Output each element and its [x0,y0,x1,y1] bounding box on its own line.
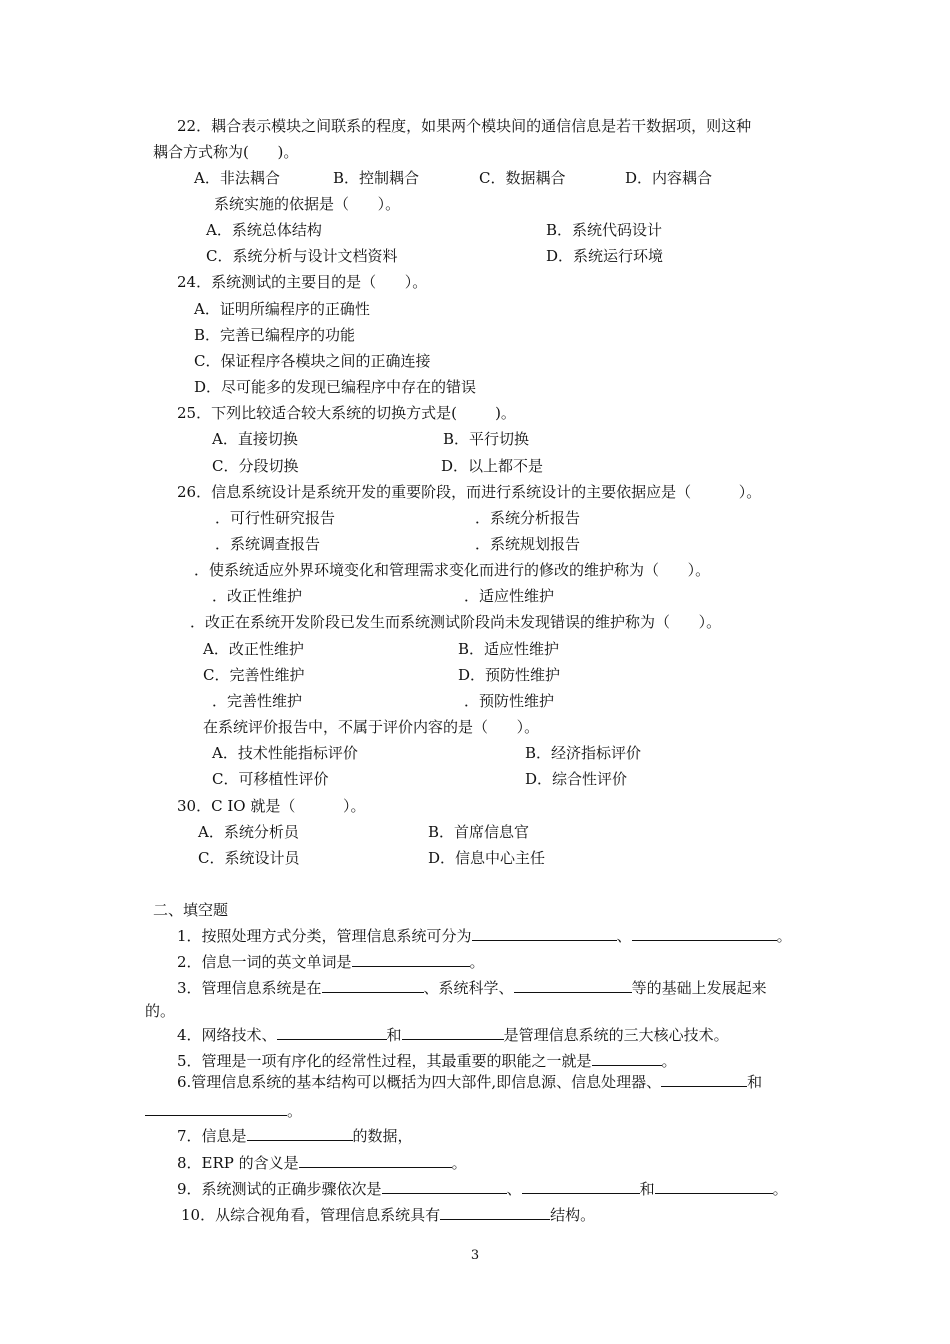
answer-blank [592,1051,662,1066]
q26-option-c: ．系统调查报告 [215,535,321,553]
fill-question-6 [177,1072,762,1092]
fill-9-text: 9．系统测试的正确步骤依次是 [177,1180,382,1198]
fill-7-text-2: 的数据， [352,1127,413,1145]
fill-2-end: 。 [469,953,485,971]
q30-option-d: D．信息中心主任 [428,849,546,867]
fill-6-end: 。 [287,1102,303,1120]
answer-blank [402,1025,504,1040]
fill-3-text: 3．管理信息系统是在 [177,979,322,997]
answer-blank [632,926,777,941]
q30-option-b: B．首席信息官 [428,823,530,841]
q29-option-d: D．综合性评价 [525,770,628,788]
q23-option-a: A．系统总体结构 [206,221,322,239]
q30-stem: 30．C IO 就是（ ）。 [177,797,366,815]
q28-extra-option-1: ．完善性维护 [212,692,303,710]
answer-blank [522,1179,640,1194]
q29-option-c: C．可移植性评价 [212,770,329,788]
q28-option-a: A．改正性维护 [203,640,304,658]
fill-question-7 [177,1126,413,1146]
fill-7-text: 7．信息是 [177,1127,247,1145]
q29-stem: 在系统评价报告中，不属于评价内容的是（ ）。 [203,718,540,736]
answer-blank [299,1153,452,1168]
fill-9-end: 。 [772,1180,788,1198]
q22-option-d: D．内容耦合 [625,169,713,187]
q24-option-a: A．证明所编程序的正确性 [194,300,370,318]
fill-question-8 [177,1153,467,1173]
q26-stem: 26．信息系统设计是系统开发的重要阶段，而进行系统设计的主要依据应是（ ）。 [177,483,762,501]
fill-1-end: 。 [776,927,792,945]
q29-option-a: A．技术性能指标评价 [212,744,358,762]
fill-3-continuation: 的。 [145,1002,176,1020]
answer-blank [352,952,470,967]
fill-question-1 [177,926,792,946]
q28-option-d: D．预防性维护 [458,666,561,684]
fill-6-continuation [145,1101,302,1121]
fill-question-3 [177,978,767,998]
q30-option-a: A．系统分析员 [198,823,299,841]
q25-option-b: B．平行切换 [443,430,530,448]
q27-option-a: ．改正性维护 [212,587,303,605]
fill-8-text: 8．ERP 的含义是 [177,1154,299,1172]
q27-stem: ．使系统适应外界环境变化和管理需求变化而进行的修改的维护称为（ ）。 [194,561,711,579]
fill-2-text: 2．信息一词的英文单词是 [177,953,352,971]
fill-question-4 [177,1025,729,1045]
q30-option-c: C．系统设计员 [198,849,300,867]
q22-stem-line2: 耦合方式称为( )。 [153,143,299,161]
q26-option-d: ．系统规划报告 [475,535,581,553]
q27-option-b: ．适应性维护 [464,587,555,605]
fill-question-10 [181,1205,595,1225]
fill-3-sep: 、系统科学、 [423,979,514,997]
page-number: 3 [470,1248,480,1263]
q23-option-c: C．系统分析与设计文档资料 [206,247,398,265]
fill-4-sep: 和 [386,1026,402,1044]
q25-stem: 25．下列比较适合较大系统的切换方式是( )。 [177,404,516,422]
fill-4-text-2: 是管理信息系统的三大核心技术。 [503,1026,729,1044]
answer-blank [514,978,632,993]
fill-1-text: 1．按照处理方式分类，管理信息系统可分为 [177,927,472,945]
q24-option-b: B．完善已编程序的功能 [194,326,356,344]
q22-option-b: B．控制耦合 [333,169,420,187]
answer-blank [472,926,617,941]
answer-blank [440,1205,550,1220]
fill-9-sep-1: 、 [506,1180,522,1198]
fill-4-text: 4．网络技术、 [177,1026,277,1044]
q24-stem: 24．系统测试的主要目的是（ ）。 [177,273,428,291]
section-heading-fill-in: 二、填空题 [153,901,229,919]
q24-option-d: D．尽可能多的发现已编程序中存在的错误 [194,378,477,396]
q26-option-a: ．可行性研究报告 [215,509,336,527]
answer-blank [322,978,424,993]
fill-3-text-2: 等的基础上发展起来 [631,979,767,997]
answer-blank [661,1072,747,1087]
q22-stem-line1: 22．耦合表示模块之间联系的程度，如果两个模块间的通信信息是若干数据项，则这种 [177,117,752,135]
q26-option-b: ．系统分析报告 [475,509,581,527]
answer-blank [655,1179,773,1194]
fill-8-end: 。 [451,1154,467,1172]
q22-option-c: C．数据耦合 [479,169,566,187]
fill-5-text: 5．管理是一项有序化的经常性过程，其最重要的职能之一就是 [177,1052,592,1070]
fill-6-text: 6.管理信息系统的基本结构可以概括为四大部件,即信息源、信息处理器、 [177,1073,662,1091]
q23-option-d: D．系统运行环境 [546,247,664,265]
q25-option-a: A．直接切换 [212,430,298,448]
q28-option-b: B．适应性维护 [458,640,560,658]
answer-blank [145,1101,287,1116]
fill-5-end: 。 [661,1052,677,1070]
answer-blank [277,1025,387,1040]
fill-10-text-2: 结构。 [550,1206,596,1224]
fill-question-5 [177,1051,677,1071]
answer-blank [382,1179,507,1194]
q22-option-a: A．非法耦合 [194,169,280,187]
answer-blank [247,1126,353,1141]
q29-option-b: B．经济指标评价 [525,744,642,762]
q25-option-c: C．分段切换 [212,457,299,475]
fill-9-sep-2: 和 [639,1180,655,1198]
q25-option-d: D．以上都不是 [441,457,544,475]
fill-question-2 [177,952,485,972]
q28-option-c: C．完善性维护 [203,666,305,684]
fill-question-9 [177,1179,788,1199]
fill-10-text: 10．从综合视角看，管理信息系统具有 [181,1206,441,1224]
q28-stem: ．改正在系统开发阶段已发生而系统测试阶段尚未发现错误的维护称为（ ）。 [190,613,722,631]
q23-option-b: B．系统代码设计 [546,221,663,239]
q28-extra-option-2: ．预防性维护 [464,692,555,710]
fill-6-sep: 和 [747,1073,763,1091]
q23-stem: 系统实施的依据是（ ）。 [214,195,401,213]
q24-option-c: C．保证程序各模块之间的正确连接 [194,352,431,370]
fill-1-sep: 、 [616,927,632,945]
